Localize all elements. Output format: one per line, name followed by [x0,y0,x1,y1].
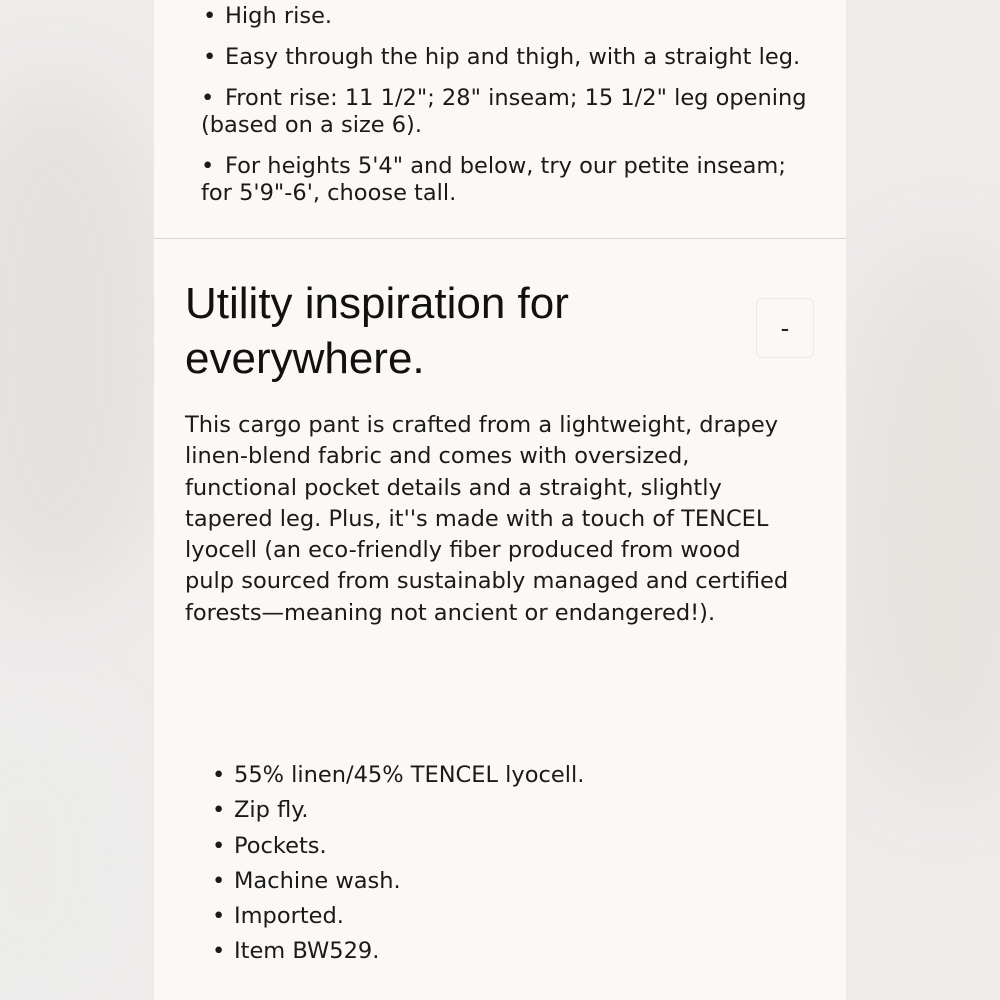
material-details-list [212,758,584,970]
bullet-icon: • [201,153,215,179]
background-blur-left [0,80,170,600]
list-item-text: High rise. [225,3,333,29]
list-item-text: Front rise: 11 1/2"; 28" inseam; 15 1/2" leg opening (based on a size 6). [201,85,807,138]
bullet-icon: • [212,867,226,894]
bullet-icon: • [203,44,217,70]
section-title: Utility inspiration for everywhere. [185,279,569,383]
fit-details-section [154,0,846,238]
product-description: This cargo pant is crafted from a lightweight, drapey linen-blend fabric and comes with oversized, functional pocket details and a straight, slightly tapered leg. Plus, it''s made with a touch of TENCEL lyocell (an eco-friendly fiber produced from wood pulp sourced from sustainably managed and certified forests—meaning not ancient or endangered!). [185,412,789,626]
bullet-icon: • [212,938,226,965]
background-blur-right [830,240,1000,800]
list-item [201,44,811,71]
list-item-text: Pockets. [234,832,327,859]
list-item [212,864,584,899]
bullet-icon: • [212,832,226,859]
bullet-icon: • [212,797,226,824]
bullet-icon: • [203,3,217,29]
section-divider [154,238,846,239]
list-item-text: Item BW529. [234,938,380,965]
bullet-icon: • [201,85,215,111]
fit-details-list [201,3,811,221]
list-item [201,85,811,139]
bullet-icon: • [212,762,226,788]
bullet-icon: • [212,903,226,930]
list-item-text: For heights 5'4" and below, try our petite inseam; for 5'9"-6', choose tall. [201,153,786,206]
minus-icon: - [780,312,790,343]
list-item-text: Machine wash. [234,867,401,894]
list-item [212,899,584,934]
background-blur-bottom-left [0,700,140,1000]
list-item [212,829,584,864]
list-item-text: 55% linen/45% TENCEL lyocell. [234,762,585,788]
list-item [212,793,584,828]
list-item [201,153,811,207]
collapse-toggle-button[interactable] [756,298,814,358]
list-item [212,934,584,969]
list-item [201,3,811,30]
list-item-text: Imported. [234,903,344,930]
list-item-text: Easy through the hip and thigh, with a straight leg. [225,44,801,70]
list-item [212,758,584,793]
list-item-text: Zip fly. [234,797,309,824]
product-details-panel [154,0,846,1000]
